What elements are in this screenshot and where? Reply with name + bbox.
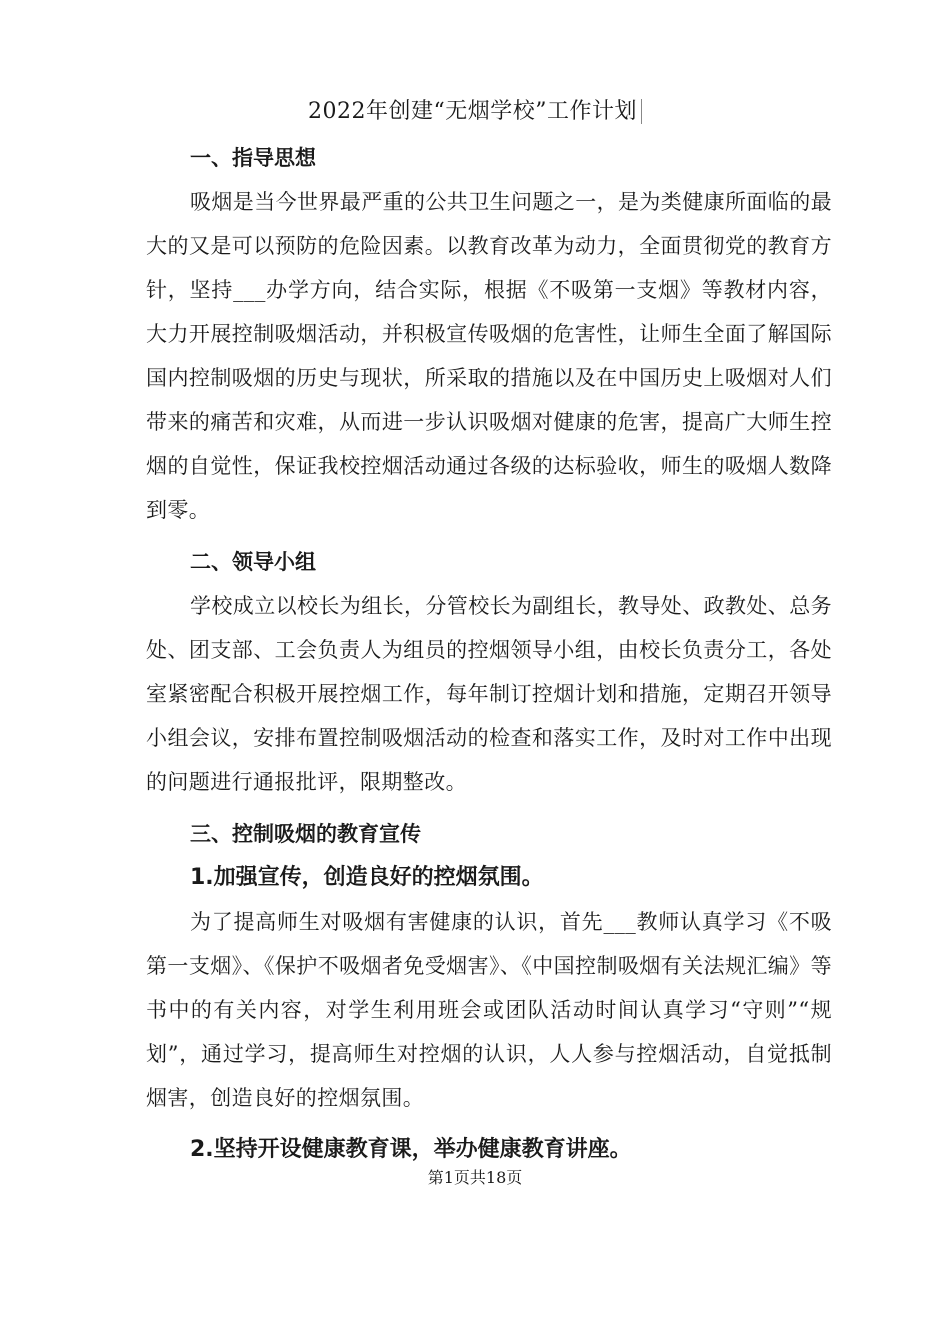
document-body xyxy=(146,136,832,1172)
section-heading: 二、领导小组 xyxy=(190,550,316,574)
subsection-heading: 1.加强宣传，创造良好的控烟氛围。 xyxy=(190,865,544,890)
section-paragraph: 吸烟是当今世界最严重的公共卫生问题之一，是为类健康所面临的最大的又是可以预防的危险因素。以教育改革为动力，全面贯彻党的教育方针，坚持___办学方向，结合实际，根据《不吸第一支烟》等教材内容，大力开展控制吸烟活动，并积极宣传吸烟的危害性，让师生全面了解国际国内控制吸烟的历史与现状，所采取的措施以及在中国历史上吸烟对人们带来的痛苦和灾难，从而进一步认识吸烟对健康的危害，提高广大师生控烟的自觉性，保证我校控烟活动通过各级的达标验收，师生的吸烟人数降到零。 xyxy=(146,190,832,522)
section-heading: 一、指导思想 xyxy=(190,146,316,170)
document-title: 2022年创建“无烟学校”工作计划 xyxy=(0,94,950,130)
subsection-paragraph: 为了提高师生对吸烟有害健康的认识，首先___教师认真学习《不吸第一支烟》、《保护不吸烟者免受烟害》、《中国控制吸烟有关法规汇编》等书中的有关内容，对学生利用班会或团队活动时间认真学习“守则”“规划”，通过学习，提高师生对控烟的认识，人人参与控烟活动，自觉抵制烟害，创造良好的控烟氛围。 xyxy=(146,910,832,1110)
subsection-heading: 2.坚持开设健康教育课，举办健康教育讲座。 xyxy=(190,1137,632,1162)
page-footer: 第1页共18页 xyxy=(427,1168,523,1187)
section-paragraph: 学校成立以校长为组长，分管校长为副组长，教导处、政教处、总务处、团支部、工会负责人为组员的控烟领导小组，由校长负责分工，各处室紧密配合积极开展控烟工作，每年制订控烟计划和措施，定期召开领导小组会议，安排布置控制吸烟活动的检查和落实工作，及时对工作中出现的问题进行通报批评，限期整改。 xyxy=(146,594,832,794)
section-heading: 三、控制吸烟的教育宣传 xyxy=(190,822,421,846)
